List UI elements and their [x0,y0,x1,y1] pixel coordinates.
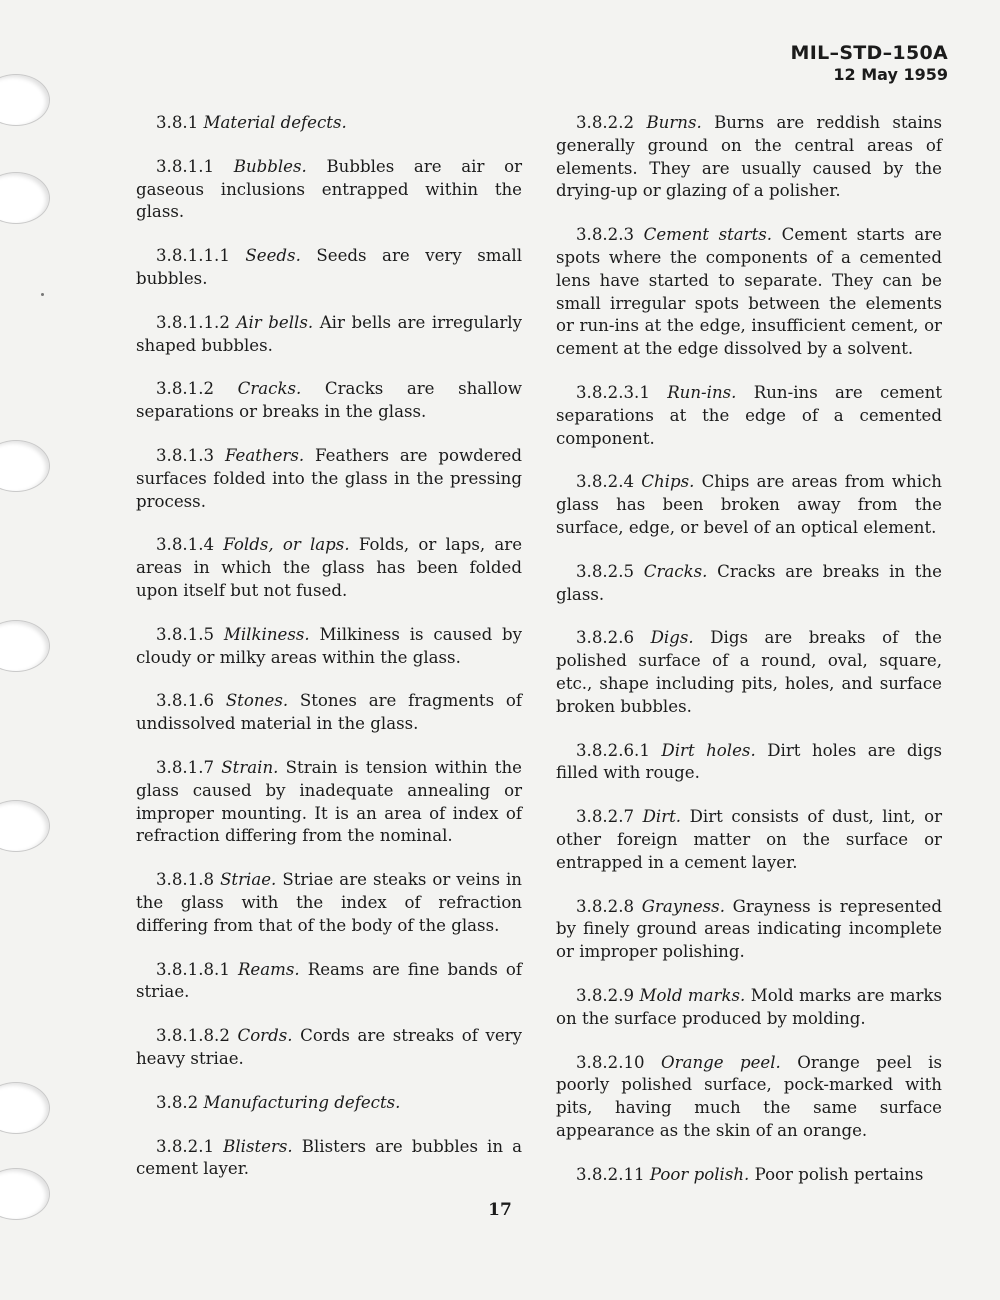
definition-paragraph [136,378,522,424]
definition-paragraph [136,869,522,937]
section-number: 3.8.1.8.2 [156,1026,230,1046]
definition-text: Bubbles are air or gaseous inclusions entrapped within the glass. [136,156,522,222]
page-number: 17 [488,1200,512,1220]
term-title: Orange peel. [661,1052,781,1072]
left-column [136,112,522,1202]
term-title: Feathers. [224,445,305,465]
term-title: Reams. [237,959,300,979]
section-number: 3.8.2 [156,1092,199,1112]
section-number: 3.8.2.3.1 [576,382,650,402]
definition-paragraph [136,757,522,848]
definition-paragraph [556,471,942,539]
section-number: 3.8.2.2 [576,113,635,132]
term-title: Burns. [646,113,702,132]
standard-designation: MIL–STD–150A [790,42,948,64]
section-number: 3.8.2.6.1 [576,740,650,760]
term-title: Digs. [650,628,694,648]
section-number: 3.8.1.8.1 [156,959,230,979]
definition-text: Digs are breaks of the polished surface of a round, oval, square, etc., shape including pits, holes, and surface broken bubbles. [556,628,942,716]
binder-hole [0,800,50,852]
term-title: Cracks. [643,561,708,581]
term-title: Bubbles. [233,156,307,176]
term-title: Air bells. [236,312,314,332]
definition-text: Reams are fine bands of striae. [136,959,523,1002]
section-number: 3.8.2.4 [576,472,635,492]
definition-paragraph [556,382,942,450]
definition-text: Striae are steaks or veins in the glass with the index of refraction differing from that of the body of the glass. [136,870,522,935]
definition-text: Strain is tension within the glass caused by inadequate annealing or improper mounting. It is an area of index of refraction differing from the nominal. [136,757,522,846]
section-number: 3.8.1 [156,113,199,132]
term-title: Cracks. [237,379,302,399]
definition-paragraph [556,1052,942,1143]
section-number: 3.8.1.1 [156,156,215,176]
term-title: Mold marks. [639,985,746,1005]
definition-paragraph [556,806,942,874]
definition-text: Dirt consists of dust, lint, or other foreign matter on the surface or entrapped in a cement layer. [556,807,942,872]
term-title: Material defects. [203,113,347,132]
definition-paragraph [136,156,522,224]
definition-text: Cracks are shallow separations or breaks in the glass. [136,379,522,422]
definition-paragraph [136,1092,522,1115]
term-title: Cement starts. [643,225,773,245]
section-number: 3.8.1.3 [156,445,215,465]
definition-text: Poor polish pertains [754,1164,924,1184]
binder-hole [0,620,50,672]
definition-paragraph [136,112,522,135]
term-title: Dirt. [642,807,682,827]
definition-text: Chips are areas from which glass has been broken away from the surface, edge, or bevel of an optical element. [556,472,942,537]
right-column [556,112,942,1207]
section-number: 3.8.2.9 [576,985,635,1005]
section-number: 3.8.2.5 [576,561,635,581]
definition-paragraph [136,1025,522,1071]
definition-text: Mold marks are marks on the surface produced by molding. [556,985,942,1028]
definition-text: Run-ins are cement separations at the edge of a cemented component. [556,382,942,448]
definition-text: Feathers are powdered surfaces folded into the glass in the pressing process. [136,445,522,511]
term-title: Dirt holes. [661,740,756,760]
term-title: Milkiness. [223,624,310,644]
binder-hole [0,440,50,492]
definition-paragraph [556,224,942,361]
definition-text: Seeds are very small bubbles. [136,246,522,288]
section-number: 3.8.2.3 [576,225,635,245]
definition-text: Cords are streaks of very heavy striae. [136,1026,522,1068]
section-number: 3.8.2.10 [576,1052,645,1072]
definition-paragraph [556,561,942,607]
section-number: 3.8.1.7 [156,757,215,777]
binder-hole [0,172,50,224]
definition-paragraph [556,740,942,786]
section-number: 3.8.1.4 [156,535,215,555]
definition-text: Air bells are irregularly shaped bubbles. [136,312,522,355]
section-number: 3.8.2.7 [576,807,635,827]
definition-paragraph [136,624,522,670]
section-number: 3.8.2.1 [156,1136,215,1156]
definition-paragraph [556,985,942,1031]
definition-text: Dirt holes are digs filled with rouge. [556,740,942,783]
section-number: 3.8.1.5 [156,624,215,644]
definition-text: Orange peel is poorly polished surface, pock-marked with pits, having much the same surface appearance as the skin of an orange. [556,1052,942,1140]
definition-text: Grayness is represented by finely ground areas indicating incomplete or improper polishing. [556,896,942,962]
term-title: Run-ins. [667,382,737,402]
definition-text: Stones are fragments of undissolved material in the glass. [136,691,522,734]
definition-paragraph [136,312,522,358]
definition-paragraph [556,896,942,964]
definition-paragraph [136,534,522,602]
document-date: 12 May 1959 [833,65,948,84]
paper-speck [41,293,44,296]
definition-paragraph [136,690,522,736]
definition-paragraph [556,1164,942,1187]
term-title: Striae. [220,870,277,890]
binder-hole [0,74,50,126]
definition-text: Burns are reddish stains generally ground on the central areas of elements. They are usually caused by the drying-up or glazing of a polisher. [556,113,942,201]
term-title: Seeds. [245,246,301,266]
definition-paragraph [136,959,522,1005]
section-number: 3.8.1.2 [156,379,215,399]
section-number: 3.8.1.1.2 [156,312,230,332]
definition-paragraph [556,112,942,203]
document-header [791,42,948,86]
term-title: Chips. [641,472,695,492]
term-title: Blisters. [223,1136,293,1156]
term-title: Folds, or laps. [223,535,350,555]
definition-paragraph [136,1136,522,1182]
term-title: Poor polish. [649,1164,750,1184]
term-title: Manufacturing defects. [203,1092,401,1112]
section-number: 3.8.1.6 [156,691,215,711]
definition-text: Cement starts are spots where the components of a cemented lens have started to separate. They can be small irregular spots between the elements or run-ins at the edge, insufficient cement, or cement at the edge dissolved by a solvent. [556,225,943,359]
term-title: Cords. [237,1026,293,1046]
definition-paragraph [556,627,942,718]
section-number: 3.8.1.8 [156,870,215,890]
term-title: Strain. [221,757,279,777]
binder-hole [0,1082,50,1134]
definition-text: Milkiness is caused by cloudy or milky areas within the glass. [136,624,522,667]
term-title: Stones. [225,691,289,711]
definition-paragraph [136,245,522,291]
section-number: 3.8.1.1.1 [156,246,230,266]
section-number: 3.8.2.11 [576,1164,645,1184]
term-title: Grayness. [641,896,725,916]
section-number: 3.8.2.6 [576,628,635,648]
definition-paragraph [136,445,522,513]
definition-text: Cracks are breaks in the glass. [556,561,942,604]
section-number: 3.8.2.8 [576,896,635,916]
definition-text: Blisters are bubbles in a cement layer. [136,1136,523,1179]
definition-text: Folds, or laps, are areas in which the glass has been folded upon itself but not fused. [136,535,523,600]
